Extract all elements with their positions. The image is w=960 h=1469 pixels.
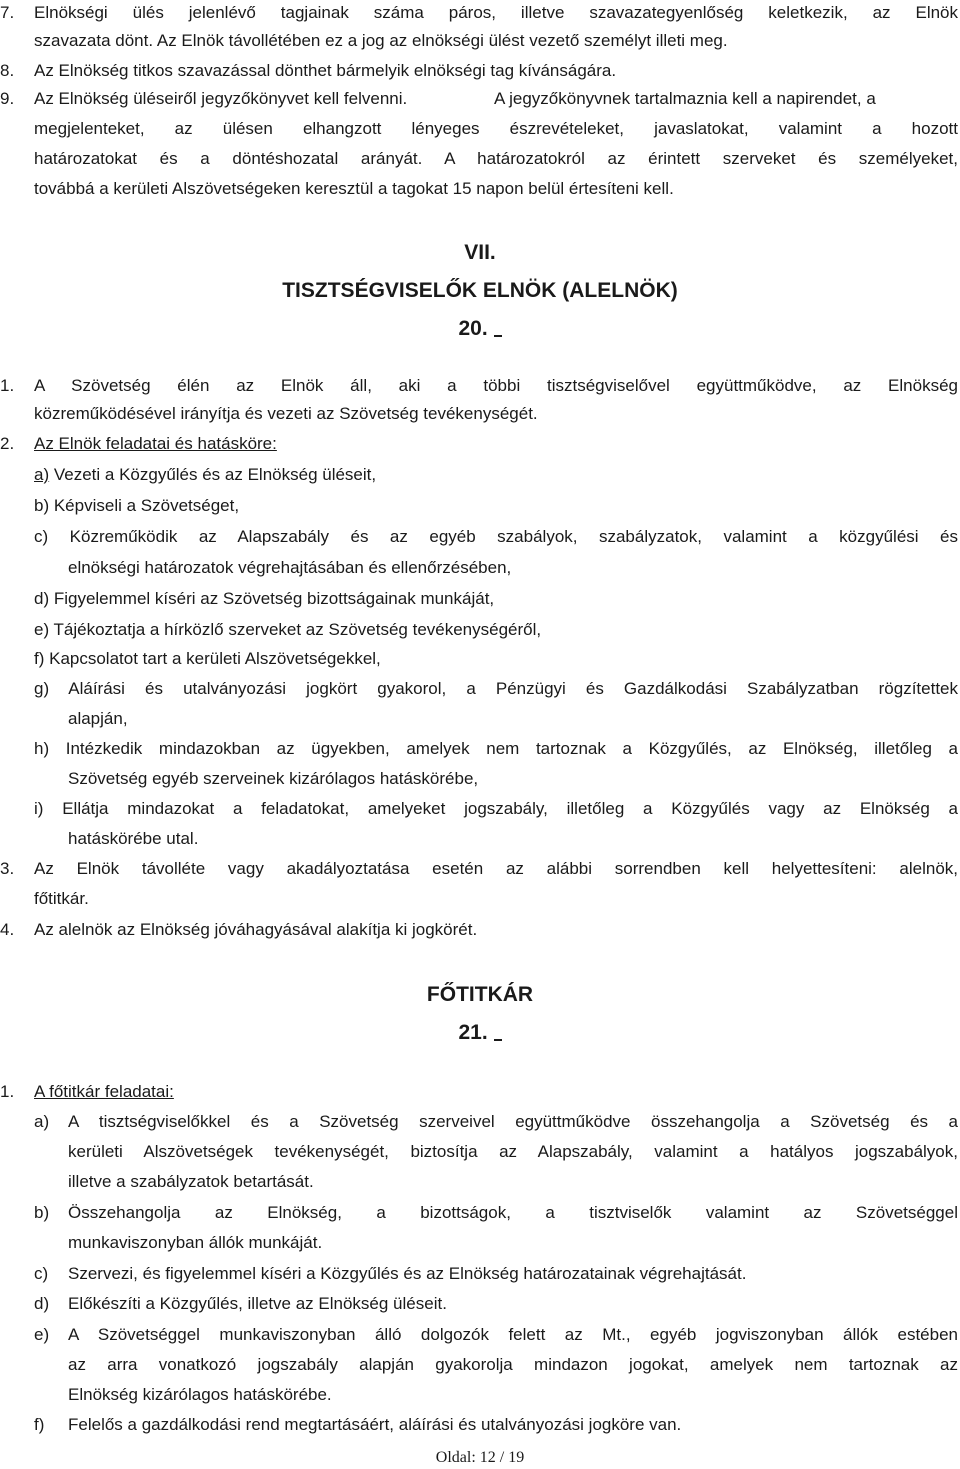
item-number-7: 7.	[0, 3, 15, 22]
s20-item-a	[34, 465, 376, 485]
section-mark-icon	[494, 317, 502, 337]
s21-e-line-1: A Szövetséggel munkaviszonyban álló dolgozók felett az Mt., egyéb jogviszonyban állók estében	[68, 1325, 958, 1344]
s21-p1-heading: A főtitkár feladatai:	[34, 1082, 174, 1101]
s21-b-line-1: Összehangolja az Elnökség, a bizottságok, a tisztviselők valamint az Szövetséggel	[68, 1203, 958, 1222]
item-9-line-4: továbbá a kerületi Alszövetségeken keresztül a tagokat 15 napon belül értesíteni kell.	[34, 179, 674, 198]
s20-item-c-line-2: elnökségi határozatok végrehajtásában és ellenőrzésében,	[68, 558, 512, 577]
s21-a-line-2: kerületi Alszövetségek tevékenységét, biztosítja az Alapszabály, valamint a hatályos jogszabályok,	[68, 1142, 958, 1161]
s20-number-1: 1.	[0, 376, 15, 395]
section-title-heading: TISZTSÉGVISELŐK ELNÖK (ALELNÖK)	[282, 279, 678, 302]
paragraph-21-heading	[0, 1020, 960, 1046]
paragraph-20-heading	[0, 316, 960, 342]
s20-item-i-line-2: hatáskörébe utal.	[68, 829, 199, 848]
paragraph-number: 21.	[458, 1021, 488, 1044]
s20-item-h-line-1: h) Intézkedik mindazokban az ügyekben, amelyek nem tartoznak a Közgyűlés, az Elnökség, illetőleg a	[34, 739, 958, 758]
paragraph-number: 20.	[458, 317, 488, 340]
s20-item-d: d) Figyelemmel kíséri az Szövetség bizottságainak munkáját,	[34, 589, 495, 608]
s21-d-line-1: Előkészíti a Közgyűlés, illetve az Elnökség üléseit.	[68, 1294, 447, 1313]
s20-item-b: b) Képviseli a Szövetséget,	[34, 496, 240, 515]
s20-p1-line-2: közreműködésével irányítja és vezeti az Szövetség tevékenységét.	[34, 404, 538, 423]
s20-number-4: 4.	[0, 920, 15, 939]
s20-p2-heading: Az Elnök feladatai és hatásköre:	[34, 434, 277, 453]
s20-number-2: 2.	[0, 434, 15, 453]
item-9-line-1b: A jegyzőkönyvnek tartalmaznia kell a napirendet, a	[494, 89, 876, 108]
s20-p1-line-1: A Szövetség élén az Elnök áll, aki a többi tisztségviselővel együttműködve, az Elnökség	[34, 376, 958, 395]
s20-item-f: f) Kapcsolatot tart a kerületi Alszövetségekkel,	[34, 649, 381, 668]
s21-e-line-3: Elnökség kizárólagos hatáskörébe.	[68, 1385, 332, 1404]
item-7-line-1: Elnökségi ülés jelenlévő tagjainak száma páros, illetve szavazategyenlőség keletkezik, az Elnök	[34, 3, 958, 22]
s21-label-f: f)	[34, 1415, 45, 1434]
item-9-line-3: határozatokat és a döntéshozatal arányát. A határozatokról az érintett szerveket és személyeket,	[34, 149, 958, 168]
s21-f-line-1: Felelős a gazdálkodási rend megtartásáért, aláírási és utalványozási jogköre van.	[68, 1415, 682, 1434]
item-number-8: 8.	[0, 61, 15, 80]
s20-item-e: e) Tájékoztatja a hírközlő szerveket az Szövetség tevékenységéről,	[34, 620, 542, 639]
s20-item-g-line-2: alapján,	[68, 709, 128, 728]
s21-label-c: c)	[34, 1264, 49, 1283]
s20-item-a-label: a)	[34, 465, 50, 484]
s20-item-a-text: Vezeti a Közgyűlés és az Elnökség üléseit,	[53, 465, 377, 484]
item-number-9: 9.	[0, 89, 15, 108]
s20-p3-line-1: Az Elnök távolléte vagy akadályoztatása esetén az alábbi sorrendben kell helyettesíteni: alelnök,	[34, 859, 958, 878]
s20-item-h-line-2: Szövetség egyéb szerveinek kizárólagos hatáskörébe,	[68, 769, 479, 788]
s21-a-line-1: A tisztségviselőkkel és a Szövetség szerveivel együttműködve összehangolja a Szövetség és a	[68, 1112, 958, 1131]
s21-label-d: d)	[34, 1294, 50, 1313]
s21-number-1: 1.	[0, 1082, 15, 1101]
item-7-line-2: szavazata dönt. Az Elnök távollétében ez a jog az elnökségi ülést vezető személyt illeti meg.	[34, 31, 728, 50]
s20-p3-line-2: főtitkár.	[34, 889, 89, 908]
section-title-secretary: FŐTITKÁR	[426, 983, 534, 1006]
s20-number-3: 3.	[0, 859, 15, 878]
s21-c-line-1: Szervezi, és figyelemmel kíséri a Közgyűlés és az Elnökség határozatainak végrehajtását.	[68, 1264, 747, 1283]
section-roman-heading: VII.	[464, 241, 496, 264]
page-footer: Oldal: 12 / 19	[435, 1449, 525, 1466]
item-8-line-1: Az Elnökség titkos szavazással dönthet bármelyik elnökségi tag kívánságára.	[34, 61, 617, 80]
s21-label-b: b)	[34, 1203, 50, 1222]
section-mark-icon	[494, 1021, 502, 1041]
s20-item-g-line-1: g) Aláírási és utalványozási jogkört gyakorol, a Pénzügyi és Gazdálkodási Szabályzatban rögzítettek	[34, 679, 958, 698]
s20-p4-line-1: Az alelnök az Elnökség jóváhagyásával alakítja ki jogkörét.	[34, 920, 478, 939]
s21-a-line-3: illetve a szabályzatok betartását.	[68, 1172, 314, 1191]
s21-label-e: e)	[34, 1325, 50, 1344]
s21-e-line-2: az arra vonatkozó jogszabály alapján gyakorolja mindazon jogokat, amelyek nem tartoznak az	[68, 1355, 958, 1374]
s21-b-line-2: munkaviszonyban állók munkáját.	[68, 1233, 323, 1252]
s20-item-c-line-1: c) Közreműködik az Alapszabály és az egyéb szabályok, szabályzatok, valamint a közgyűlési és	[34, 527, 958, 546]
s20-item-i-line-1: i) Ellátja mindazokat a feladatokat, amelyeket jogszabály, illetőleg a Közgyűlés vagy az Elnökség a	[34, 799, 958, 818]
s21-label-a: a)	[34, 1112, 50, 1131]
item-9-line-1a: Az Elnökség üléseiről jegyzőkönyvet kell felvenni.	[34, 89, 408, 108]
item-9-line-2: megjelenteket, az ülésen elhangzott lényeges észrevételeket, javaslatokat, valamint a hozott	[34, 119, 958, 138]
